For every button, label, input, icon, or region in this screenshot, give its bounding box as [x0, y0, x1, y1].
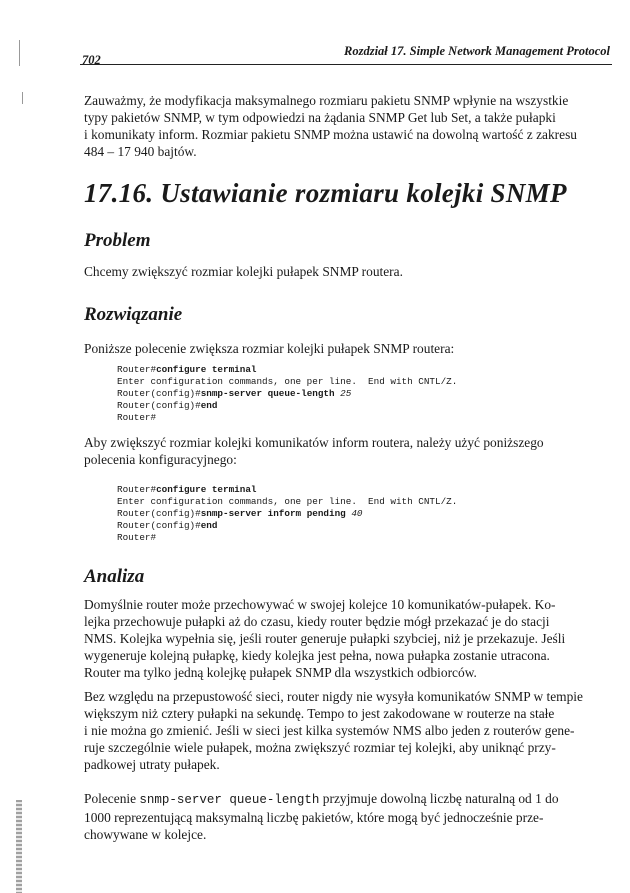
text-line: 484 – 17 940 bajtów. [84, 144, 197, 159]
text-line: ruje szczególnie wiele pułapek, można zwiększyć rozmiar tej kolejki, aby uniknąć przy- [84, 740, 556, 755]
text-line: i komunikaty inform. Rozmiar pakietu SNMP można ustawić na dowolną wartość z zakresu [84, 127, 577, 142]
problem-text [84, 263, 609, 280]
text-line: Poniższe polecenie zwiększa rozmiar kolejki pułapek SNMP routera: [84, 341, 455, 356]
text-line: Polecenie snmp-server queue-length przyjmuje dowolną liczbę naturalną od 1 do [84, 791, 559, 807]
page-number: 702 [82, 53, 101, 67]
text-line: NMS. Kolejka wypełnia się, jeśli router generuje pułapki szybciej, niż je przekazuje. Jeśli [84, 631, 566, 646]
code-line: Router(config)#snmp-server queue-length 25 [117, 388, 352, 399]
code-line: Router#configure terminal [117, 484, 257, 495]
analysis-heading: Analiza [84, 566, 145, 587]
inline-code: snmp-server queue-length [139, 793, 320, 807]
analysis-paragraph-1 [84, 596, 609, 681]
text-line: typy pakietów SNMP, w tym odpowiedzi na żądania SNMP Get lub Set, a także pułapki [84, 110, 556, 125]
header-rule [80, 64, 612, 65]
text-line: Zauważmy, że modyfikacja maksymalnego rozmiaru pakietu SNMP wpłynie na wszystkie [84, 93, 569, 108]
text-line: wygeneruje kolejną pułapkę, kiedy kolejka jest pełna, nowa pułapka zostanie utracona. [84, 648, 550, 663]
code-line: Router(config)#end [117, 520, 218, 531]
text-line: lejka przechowuje pułapki aż do czasu, kiedy router będzie mógł przekazać je do stacji [84, 614, 550, 629]
text-line: chowywane w kolejce. [84, 827, 207, 842]
code-line: Router(config)#end [117, 400, 218, 411]
code-line: Router(config)#snmp-server inform pending 40 [117, 508, 363, 519]
text-line: Bez względu na przepustowość sieci, router nigdy nie wysyła komunikatów SNMP w tempie [84, 689, 583, 704]
problem-heading: Problem [84, 230, 151, 251]
code-block-inform-pending [117, 484, 457, 544]
text-line: padkowej utraty pułapek. [84, 757, 220, 772]
solution-heading: Rozwiązanie [84, 304, 183, 325]
running-header: Rozdział 17. Simple Network Management Protocol [344, 44, 610, 58]
scan-artifact [22, 92, 23, 104]
text-line: 1000 reprezentującą maksymalną liczbę pakietów, które mogą być jednocześnie prze- [84, 810, 544, 825]
solution-text-2 [84, 434, 609, 468]
text-line: i nie można go zmienić. Jeśli w sieci jest kilka systemów NMS albo jeden z routerów gene- [84, 723, 575, 738]
code-line: Router# [117, 412, 157, 423]
text-line: Domyślnie router może przechowywać w swojej kolejce 10 komunikatów-pułapek. Ko- [84, 597, 556, 612]
binding-edge-shadow [16, 800, 22, 893]
scan-artifact [19, 40, 20, 66]
code-line: Router# [117, 532, 157, 543]
code-block-queue-length [117, 364, 457, 424]
text-line: polecenia konfiguracyjnego: [84, 452, 237, 467]
text-line: Aby zwiększyć rozmiar kolejki komunikatów inform routera, należy użyć poniższego [84, 435, 544, 450]
intro-paragraph [84, 92, 609, 160]
code-line: Router#configure terminal [117, 364, 257, 375]
solution-text [84, 340, 609, 357]
text-line: Chcemy zwiększyć rozmiar kolejki pułapek SNMP routera. [84, 264, 403, 279]
code-line: Enter configuration commands, one per line. End with CNTL/Z. [117, 376, 458, 387]
text-line: większym niż cztery pułapki na sekundę. Tempo to jest zakodowane w routerze na stałe [84, 706, 555, 721]
code-line: Enter configuration commands, one per line. End with CNTL/Z. [117, 496, 458, 507]
analysis-paragraph-3 [84, 790, 609, 843]
analysis-paragraph-2 [84, 688, 609, 773]
text-line: Router ma tylko jedną kolejkę pułapek SNMP dla wszystkich odbiorców. [84, 665, 477, 680]
section-title: 17.16. Ustawianie rozmiaru kolejki SNMP [84, 178, 567, 208]
